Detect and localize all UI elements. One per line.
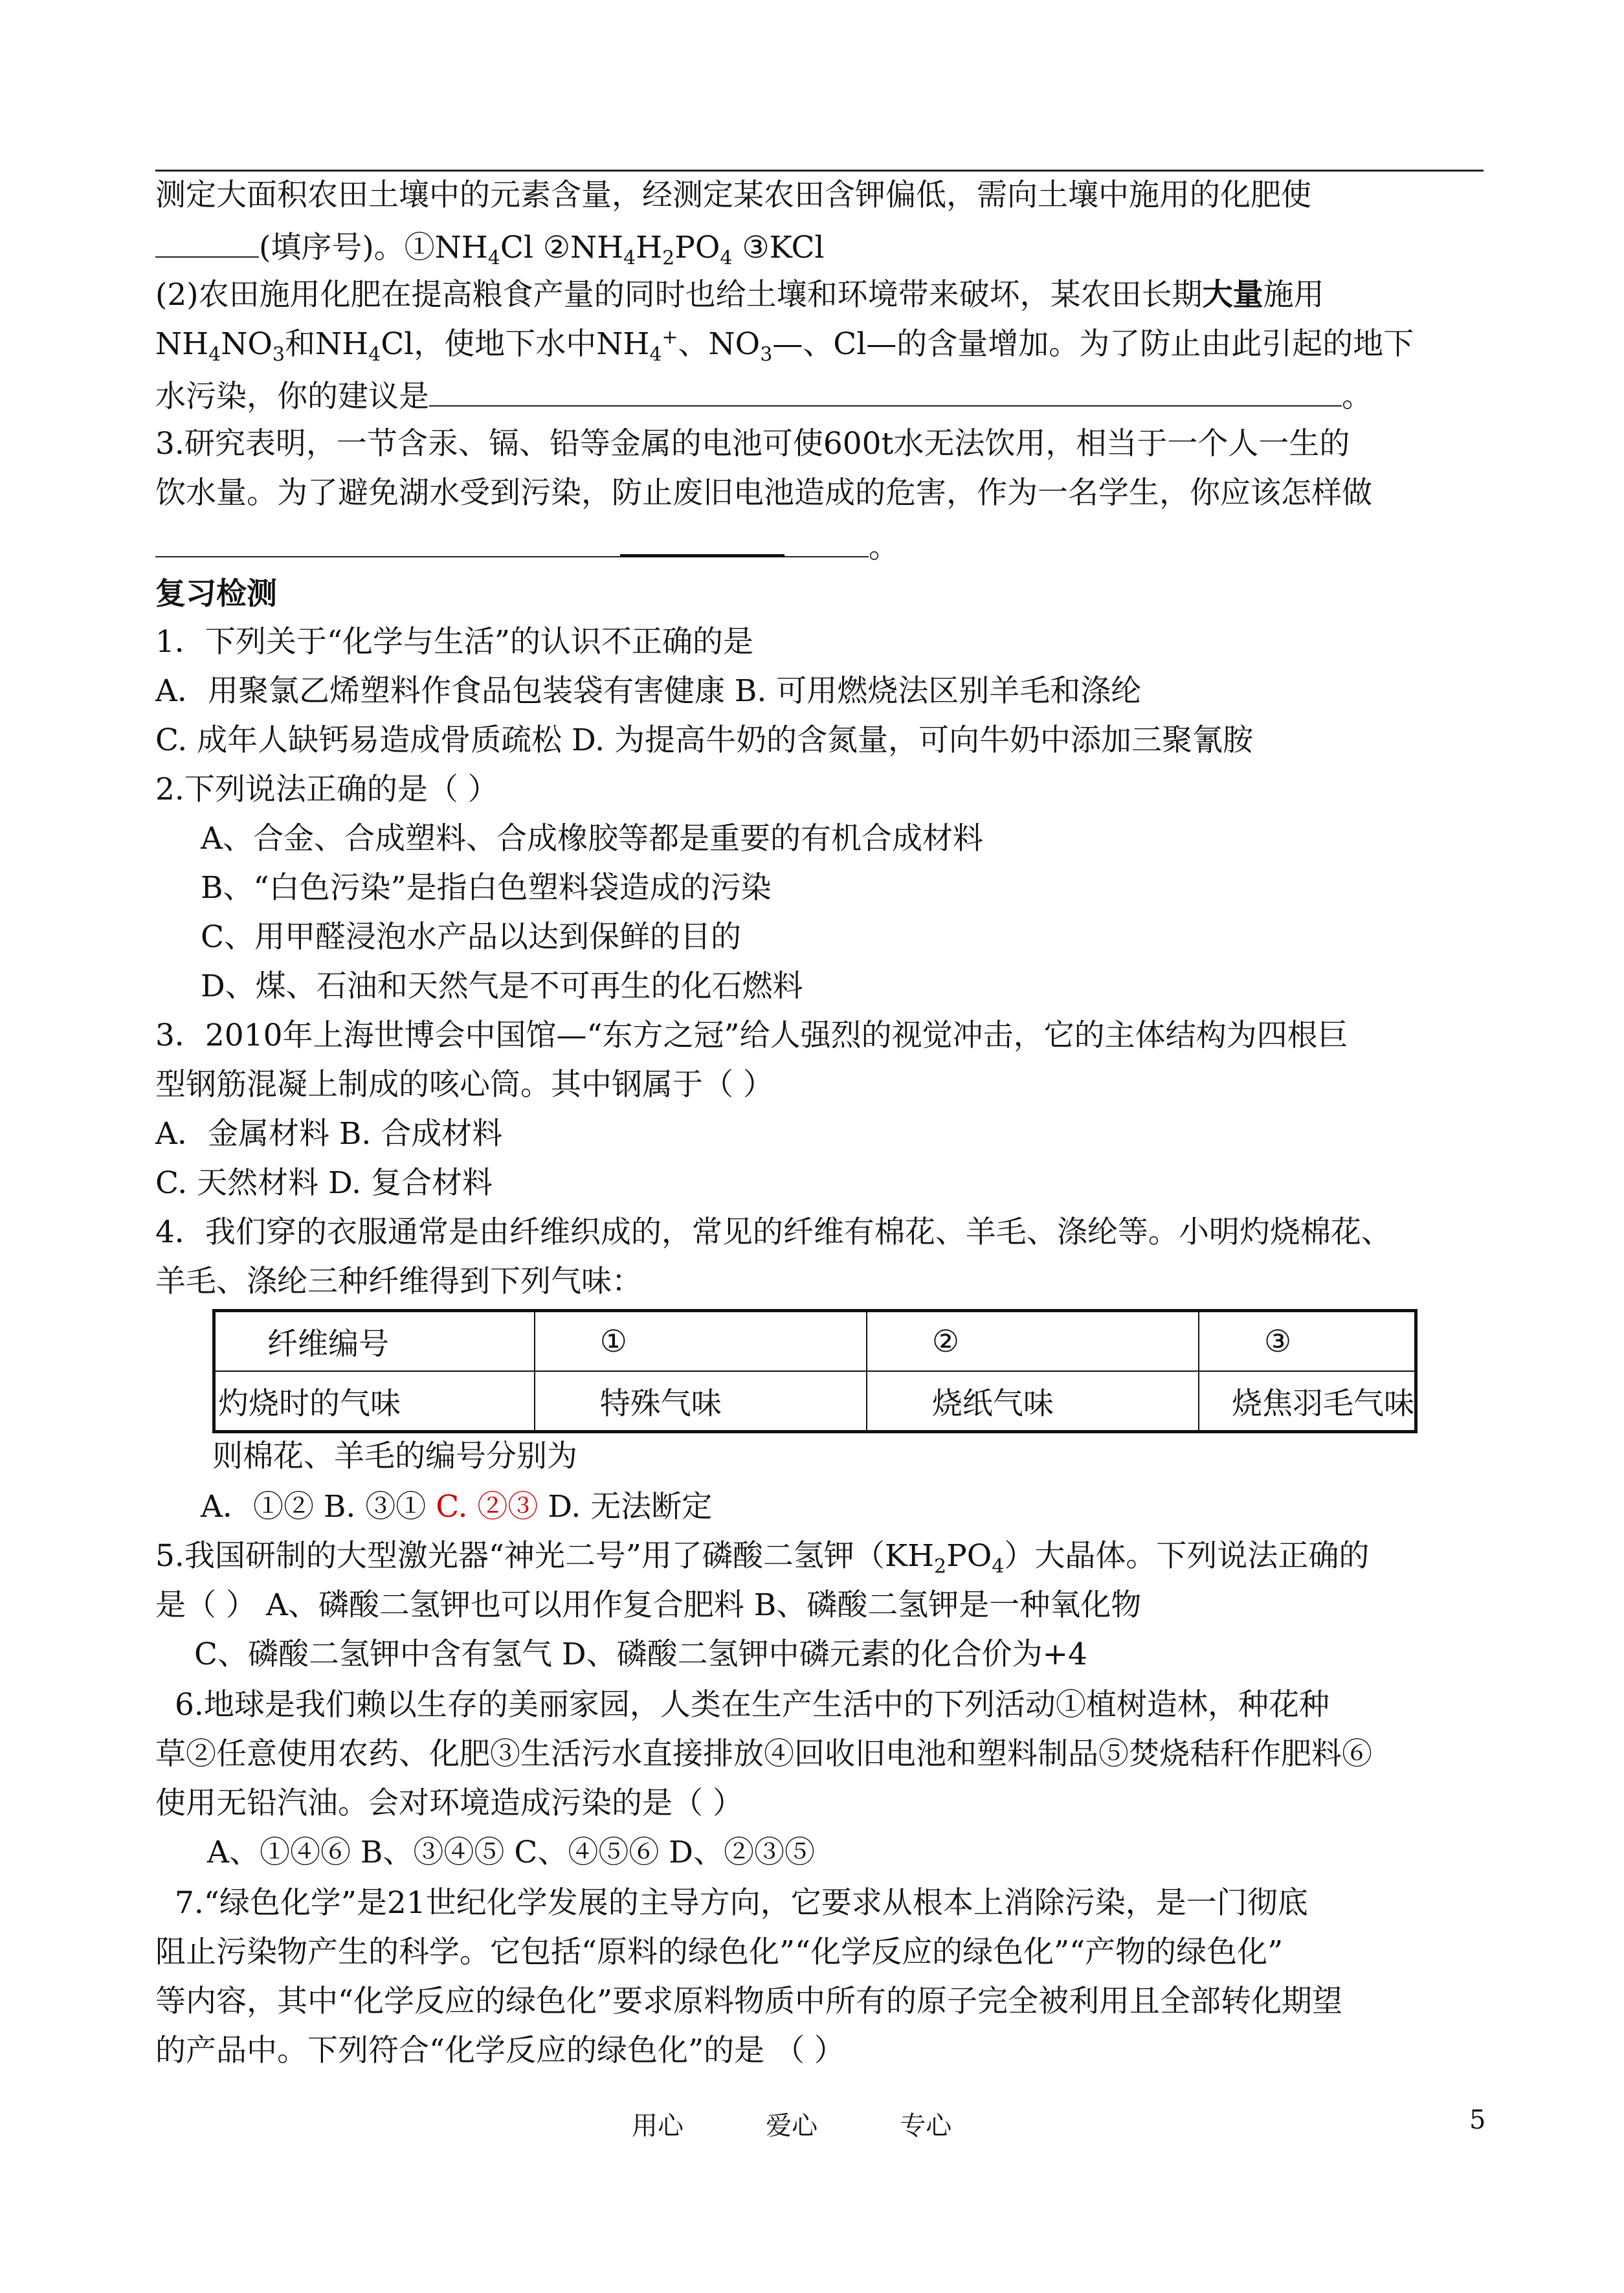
question-6-options: A、①④⑥ B、③④⑤ C、④⑤⑥ D、②③⑤ [207,1835,815,1870]
question-5: 5.我国研制的大型激光器“神光二号”用了磷酸二氢钾$(KH_2PO_4)$大晶体。下列说法正确的 [155,1538,1370,1578]
question-3: 3．2010年上海世博会中国馆—“东方之冠”给人强烈的视觉冲击，它的主体结构为四根巨 [155,1018,1348,1053]
option-c-marked: C. ②③ [436,1489,539,1525]
question-3-options-cd: C. 天然材料 D. 复合材料 [155,1165,493,1201]
question-4-cont: 羊毛、涤纶三种纤维得到下列气味： [155,1264,642,1299]
answer-blank[interactable] [155,227,259,258]
table-cell: ① [535,1311,867,1372]
question-3-options-ab: A．金属材料 B. 合成材料 [155,1116,503,1152]
text-line: 3.研究表明，一节含汞、镉、铅等金属的电池可使600t水无法饮用，相当于一个人一生的 [155,426,1350,462]
question-6: 6.地球是我们赖以生存的美丽家园，人类在生产生活中的下列活动①植树造林，种花种 [175,1687,1329,1723]
question-1: 1．下列关于“化学与生活”的认识不正确的是 [155,624,753,660]
table-cell: ② [867,1311,1199,1372]
answer-blank[interactable] [784,526,869,557]
question-2-option-c: C、用甲醛浸泡水产品以达到保鲜的目的 [201,919,741,955]
question-1-options-ab: A．用聚氯乙烯塑料作食品包装袋有害健康 B. 可用燃烧法区别羊毛和涤纶 [155,673,1142,709]
question-2-option-d: D、煤、石油和天然气是不可再生的化石燃料 [201,968,803,1004]
question-1-options-cd: C. 成年人缺钙易造成骨质疏松 D. 为提高牛奶的含氮量，可向牛奶中添加三聚氰胺 [155,722,1253,758]
question-3-cont: 型钢筋混凝上制成的咳心筒。其中钢属于（ ） [155,1067,773,1102]
question-4-options: A．①② B. ③① C. ②③ D. 无法断定 [201,1489,713,1525]
table-cell: 特殊气味 [535,1371,867,1432]
table-cell: 烧纸气味 [867,1371,1199,1432]
answer-blank[interactable] [155,526,620,557]
question-4-after: 则棉花、羊毛的编号分别为 [212,1438,577,1474]
text-line-formula: $NH_4NO_3$和$NH_4Cl$，使地下水中$NH_4^+$、$NO_3—$、Cl—的含量增加。为了防止由此引起的地下 [155,326,1414,366]
question-5-options-cd: C、磷酸二氢钾中含有氢气 D、磷酸二氢钾中磷元素的化合价为+4 [194,1637,1087,1672]
table-cell: 烧焦羽毛气味 [1199,1371,1416,1432]
table-cell: 纤维编号 [214,1311,535,1372]
text-line: 测定大面积农田土壤中的元素含量，经测定某农田含钾偏低，需向土壤中施用的化肥使 [155,177,1311,213]
table-cell: ③ [1199,1311,1416,1372]
question-4: 4．我们穿的衣服通常是由纤维织成的，常见的纤维有棉花、羊毛、涤纶等。小明灼烧棉花、 [155,1214,1392,1250]
question-2-option-b: B、“白色污染”是指白色塑料袋造成的污染 [201,870,772,906]
text-line-fill-blank: 水污染，你的建议是 。 [155,375,1372,416]
text-line: 饮水量。为了避免湖水受到污染，防止废旧电池造成的危害，作为一名学生，你应该怎样做 [155,475,1372,511]
header-rule [155,170,1484,172]
text-line-fill-blank: (填序号)。$①NH_4Cl$ $②NH_4H_2PO_4$ ③KCl [155,227,824,267]
section-title: 复习检测 [155,576,277,612]
question-7-cont: 的产品中。下列符合“化学反应的绿色化”的是 （ ） [155,2033,845,2068]
answer-blank[interactable] [429,375,1342,407]
table-cell: 灼烧时的气味 [214,1371,535,1432]
table-row [214,1371,1416,1432]
question-2: 2.下列说法正确的是（ ） [155,772,498,807]
question-7-cont: 阻止污染物产生的科学。它包括“原料的绿色化”“化学反应的绿色化”“产物的绿色化” [155,1934,1284,1970]
question-7: 7.“绿色化学”是21世纪化学发展的主导方向，它要求从根本上消除污染，是一门彻底 [175,1885,1308,1921]
table-row [214,1311,1416,1372]
text-line-fill-blank: 。 [155,524,899,567]
question-6-cont: 使用无铅汽油。会对环境造成污染的是（ ） [155,1785,743,1821]
question-7-cont: 等内容，其中“化学反应的绿色化”要求原料物质中所有的原子完全被利用且全部转化期望 [155,1984,1343,2019]
footer-motto: 用心 爱心 专心 [632,2111,952,2141]
question-2-option-a: A、合金、合成塑料、合成橡胶等都是重要的有机合成材料 [201,821,983,856]
question-6-cont: 草②任意使用农药、化肥③生活污水直接排放④回收旧电池和塑料制品⑤焚烧秸秆作肥料⑥ [155,1736,1372,1772]
fiber-table [212,1309,1418,1433]
text-line: (2)农田施用化肥在提高粮食产量的同时也给土壤和环境带来破坏，某农田长期大量施用 [155,277,1324,313]
answer-blank[interactable] [620,524,784,557]
bold-emphasis: 大量 [1202,277,1263,313]
question-5-options-ab: 是（ ） A、磷酸二氢钾也可以用作复合肥料 B、磷酸二氢钾是一种氧化物 [155,1587,1142,1623]
page-number: 5 [1469,2105,1486,2135]
